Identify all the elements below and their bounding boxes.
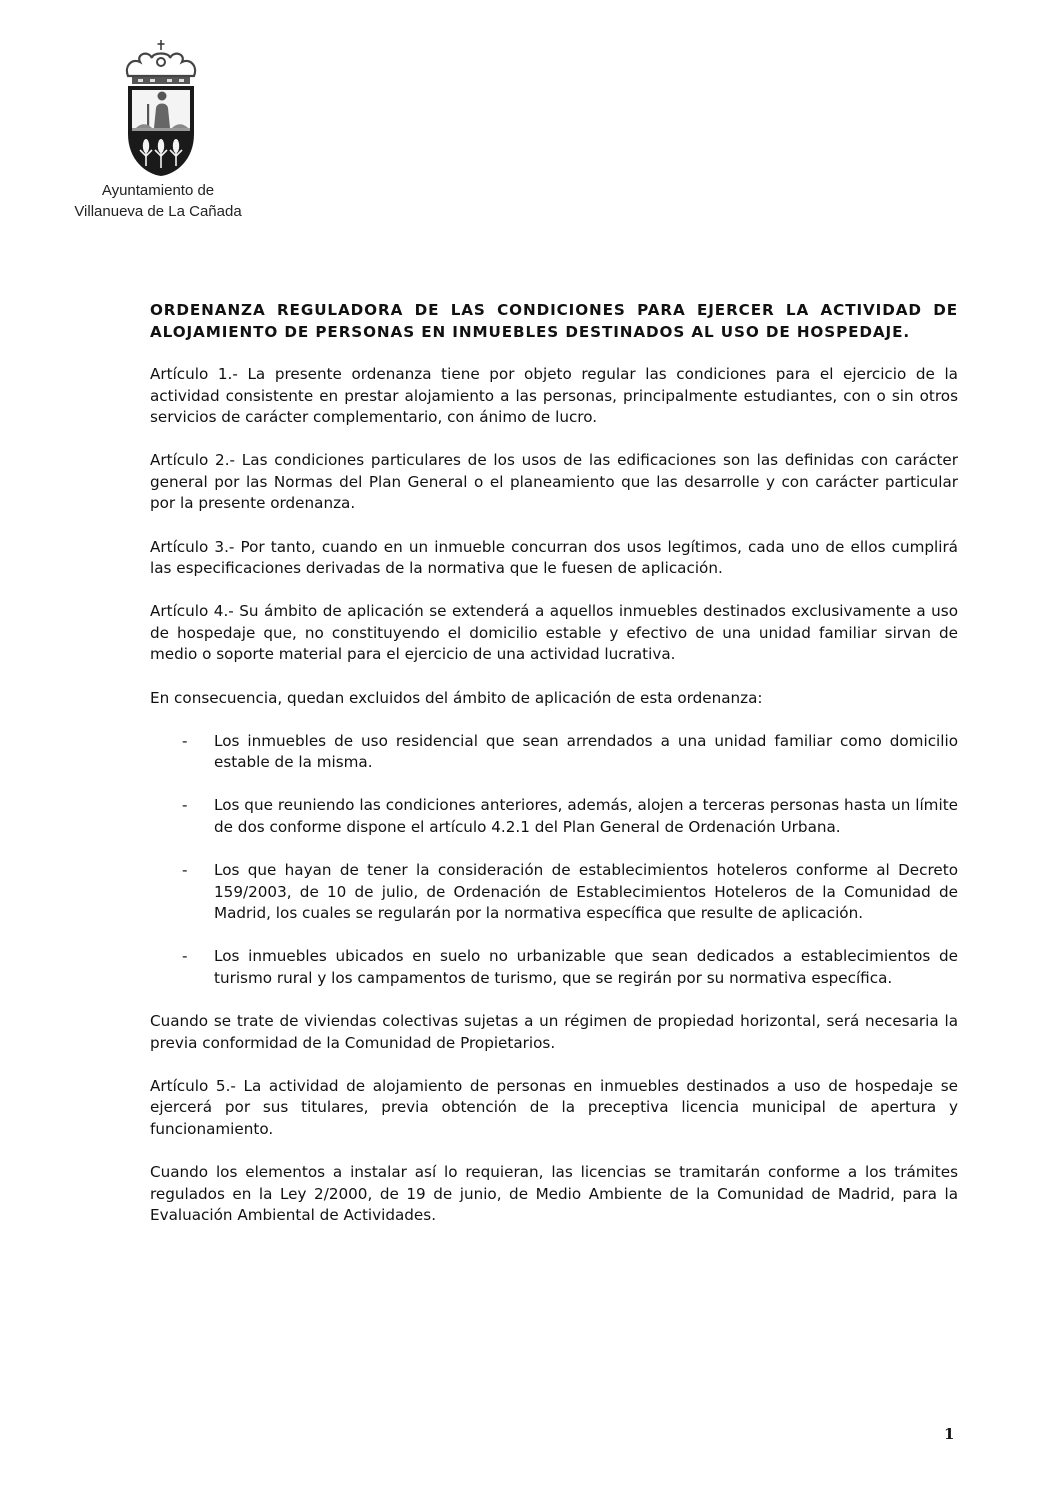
article-1: Artículo 1.- La presente ordenanza tiene por objeto regular las condiciones para el ejercicio de la actividad consistente en prestar alojamiento a las personas, principalmente estudiantes, con o sin otros servicios de carácter complementario, con ánimo de lucro. <box>150 365 958 427</box>
list-item-text: Los que hayan de tener la consideración de establecimientos hoteleros conforme al Decreto 159/2003, de 10 de julio, de Ordenación de Establecimientos Hoteleros de la Comunidad de Madrid, los cuales se regularán por la normativa específica que resulte de aplicación. <box>214 861 958 923</box>
list-item <box>150 860 958 925</box>
exclusions-intro: En consecuencia, quedan excluidos del ámbito de aplicación de esta ordenanza: <box>150 688 763 707</box>
page-number: 1 <box>944 1425 955 1443</box>
licensing-paragraph: Cuando los elementos a instalar así lo requieran, las licencias se tramitarán conforme a los trámites regulados en la Ley 2/2000, de 19 de junio, de Medio Ambiente de la Comunidad de Madrid, para la Evaluación Ambiental de Actividades. <box>150 1162 958 1225</box>
municipality-name <box>58 180 258 222</box>
article-2: Artículo 2.- Las condiciones particulares de los usos de las edificaciones son las definidas con carácter general por las Normas del Plan General o el planeamiento que las desarrolle y con carácter particular por la presente ordenanza. <box>150 451 958 513</box>
list-item-text: Los que reuniendo las condiciones anteriores, además, alojen a terceras personas hasta un límite de dos conforme dispone el artículo 4.2.1 del Plan General de Ordenación Urbana. <box>214 796 958 836</box>
org-line-1: Ayuntamiento de <box>101 182 215 199</box>
list-item <box>150 731 958 774</box>
org-line-2: Villanueva de La Cañada <box>74 203 242 220</box>
exclusions-list <box>150 731 958 990</box>
list-marker: - <box>182 731 188 750</box>
article-4: Artículo 4.- Su ámbito de aplicación se extenderá a aquellos inmuebles destinados exclusivamente a uso de hospedaje que, no constituyendo el domicilio estable y efectivo de una unidad familiar sirvan de medio o soporte material para el ejercicio de una actividad lucrativa. <box>150 602 958 664</box>
horizontal-property-paragraph: Cuando se trate de viviendas colectivas sujetas a un régimen de propiedad horizontal, será necesaria la previa conformidad de la Comunidad de Propietarios. <box>150 1011 958 1052</box>
list-item <box>150 946 958 989</box>
list-item-text: Los inmuebles ubicados en suelo no urbanizable que sean dedicados a establecimientos de turismo rural y los campamentos de turismo, que se regirán por su normativa específica. <box>214 947 958 987</box>
article-3: Artículo 3.- Por tanto, cuando en un inmueble concurran dos usos legítimos, cada uno de ellos cumplirá las especificaciones derivadas de la normativa que le fuesen de aplicación. <box>150 537 958 578</box>
list-item <box>150 795 958 838</box>
document-title: ORDENANZA REGULADORA DE LAS CONDICIONES PARA EJERCER LA ACTIVIDAD DE ALOJAMIENTO DE PERSONAS EN INMUEBLES DESTINADOS AL USO DE HOSPEDAJE. <box>150 301 958 341</box>
list-marker: - <box>182 796 188 815</box>
list-marker: - <box>182 861 188 879</box>
coat-of-arms-icon <box>120 38 202 178</box>
document-body <box>150 300 958 1248</box>
list-marker: - <box>182 947 188 966</box>
article-5: Artículo 5.- La actividad de alojamiento de personas en inmuebles destinados a uso de hospedaje se ejercerá por sus titulares, previa obtención de la preceptiva licencia municipal de apertura y funcionamiento. <box>150 1076 958 1138</box>
list-item-text: Los inmuebles de uso residencial que sean arrendados a una unidad familiar como domicilio estable de la misma. <box>214 731 958 772</box>
